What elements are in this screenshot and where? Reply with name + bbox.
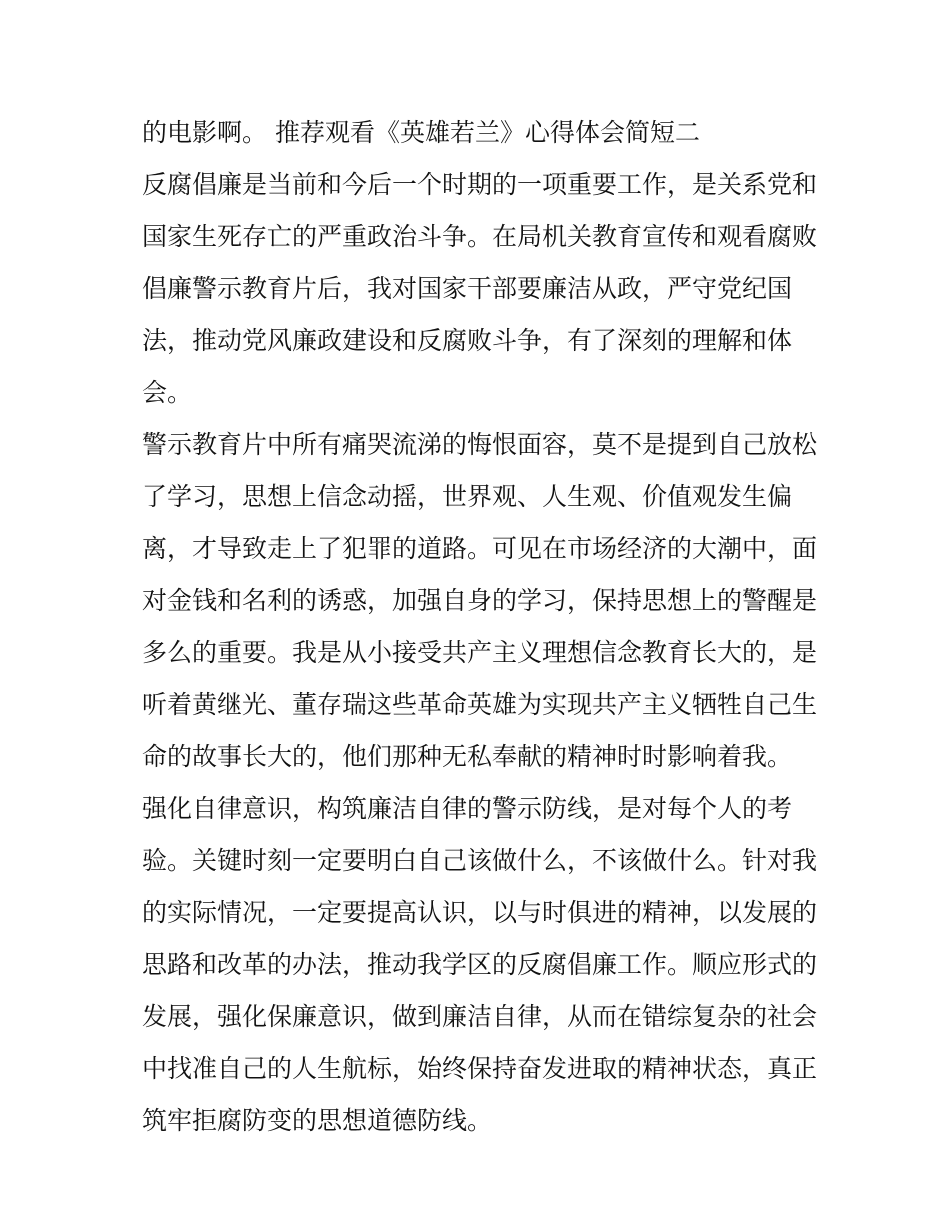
text-line: 倡廉警示教育片后，我对国家干部要廉洁从政，严守党纪国	[142, 274, 793, 303]
text-line: 会。	[142, 378, 193, 407]
text-line: 的电影啊。 推荐观看《英雄若兰》心得体会简短二	[142, 118, 700, 147]
document-body	[142, 107, 822, 1147]
text-line: 强化自律意识，构筑廉洁自律的警示防线，是对每个人的考	[142, 794, 793, 823]
text-line: 思路和改革的办法，推动我学区的反腐倡廉工作。顺应形式的	[142, 950, 818, 979]
text-line: 发展，强化保廉意识，做到廉洁自律，从而在错综复杂的社会	[142, 1002, 818, 1031]
text-line: 警示教育片中所有痛哭流涕的悔恨面容，莫不是提到自己放松	[142, 430, 818, 459]
text-line: 法，推动党风廉政建设和反腐败斗争，有了深刻的理解和体	[142, 326, 793, 355]
text-line: 听着黄继光、董存瑞这些革命英雄为实现共产主义牺牲自己生	[142, 690, 818, 719]
text-line: 离，才导致走上了犯罪的道路。可见在市场经济的大潮中，面	[142, 534, 818, 563]
text-line: 中找准自己的人生航标，始终保持奋发进取的精神状态，真正	[142, 1054, 818, 1083]
text-line: 验。关键时刻一定要明白自己该做什么，不该做什么。针对我	[142, 846, 818, 875]
text-line: 对金钱和名利的诱惑，加强自身的学习，保持思想上的警醒是	[142, 586, 818, 615]
text-line: 了学习，思想上信念动摇，世界观、人生观、价值观发生偏	[142, 482, 793, 511]
text-line: 的实际情况，一定要提高认识，以与时俱进的精神，以发展的	[142, 898, 818, 927]
text-line: 多么的重要。我是从小接受共产主义理想信念教育长大的，是	[142, 638, 818, 667]
text-line: 命的故事长大的，他们那种无私奉献的精神时时影响着我。	[142, 742, 793, 771]
text-line: 反腐倡廉是当前和今后一个时期的一项重要工作，是关系党和	[142, 170, 818, 199]
text-line: 筑牢拒腐防变的思想道德防线。	[142, 1106, 493, 1135]
text-line: 国家生死存亡的严重政治斗争。在局机关教育宣传和观看腐败	[142, 222, 818, 251]
